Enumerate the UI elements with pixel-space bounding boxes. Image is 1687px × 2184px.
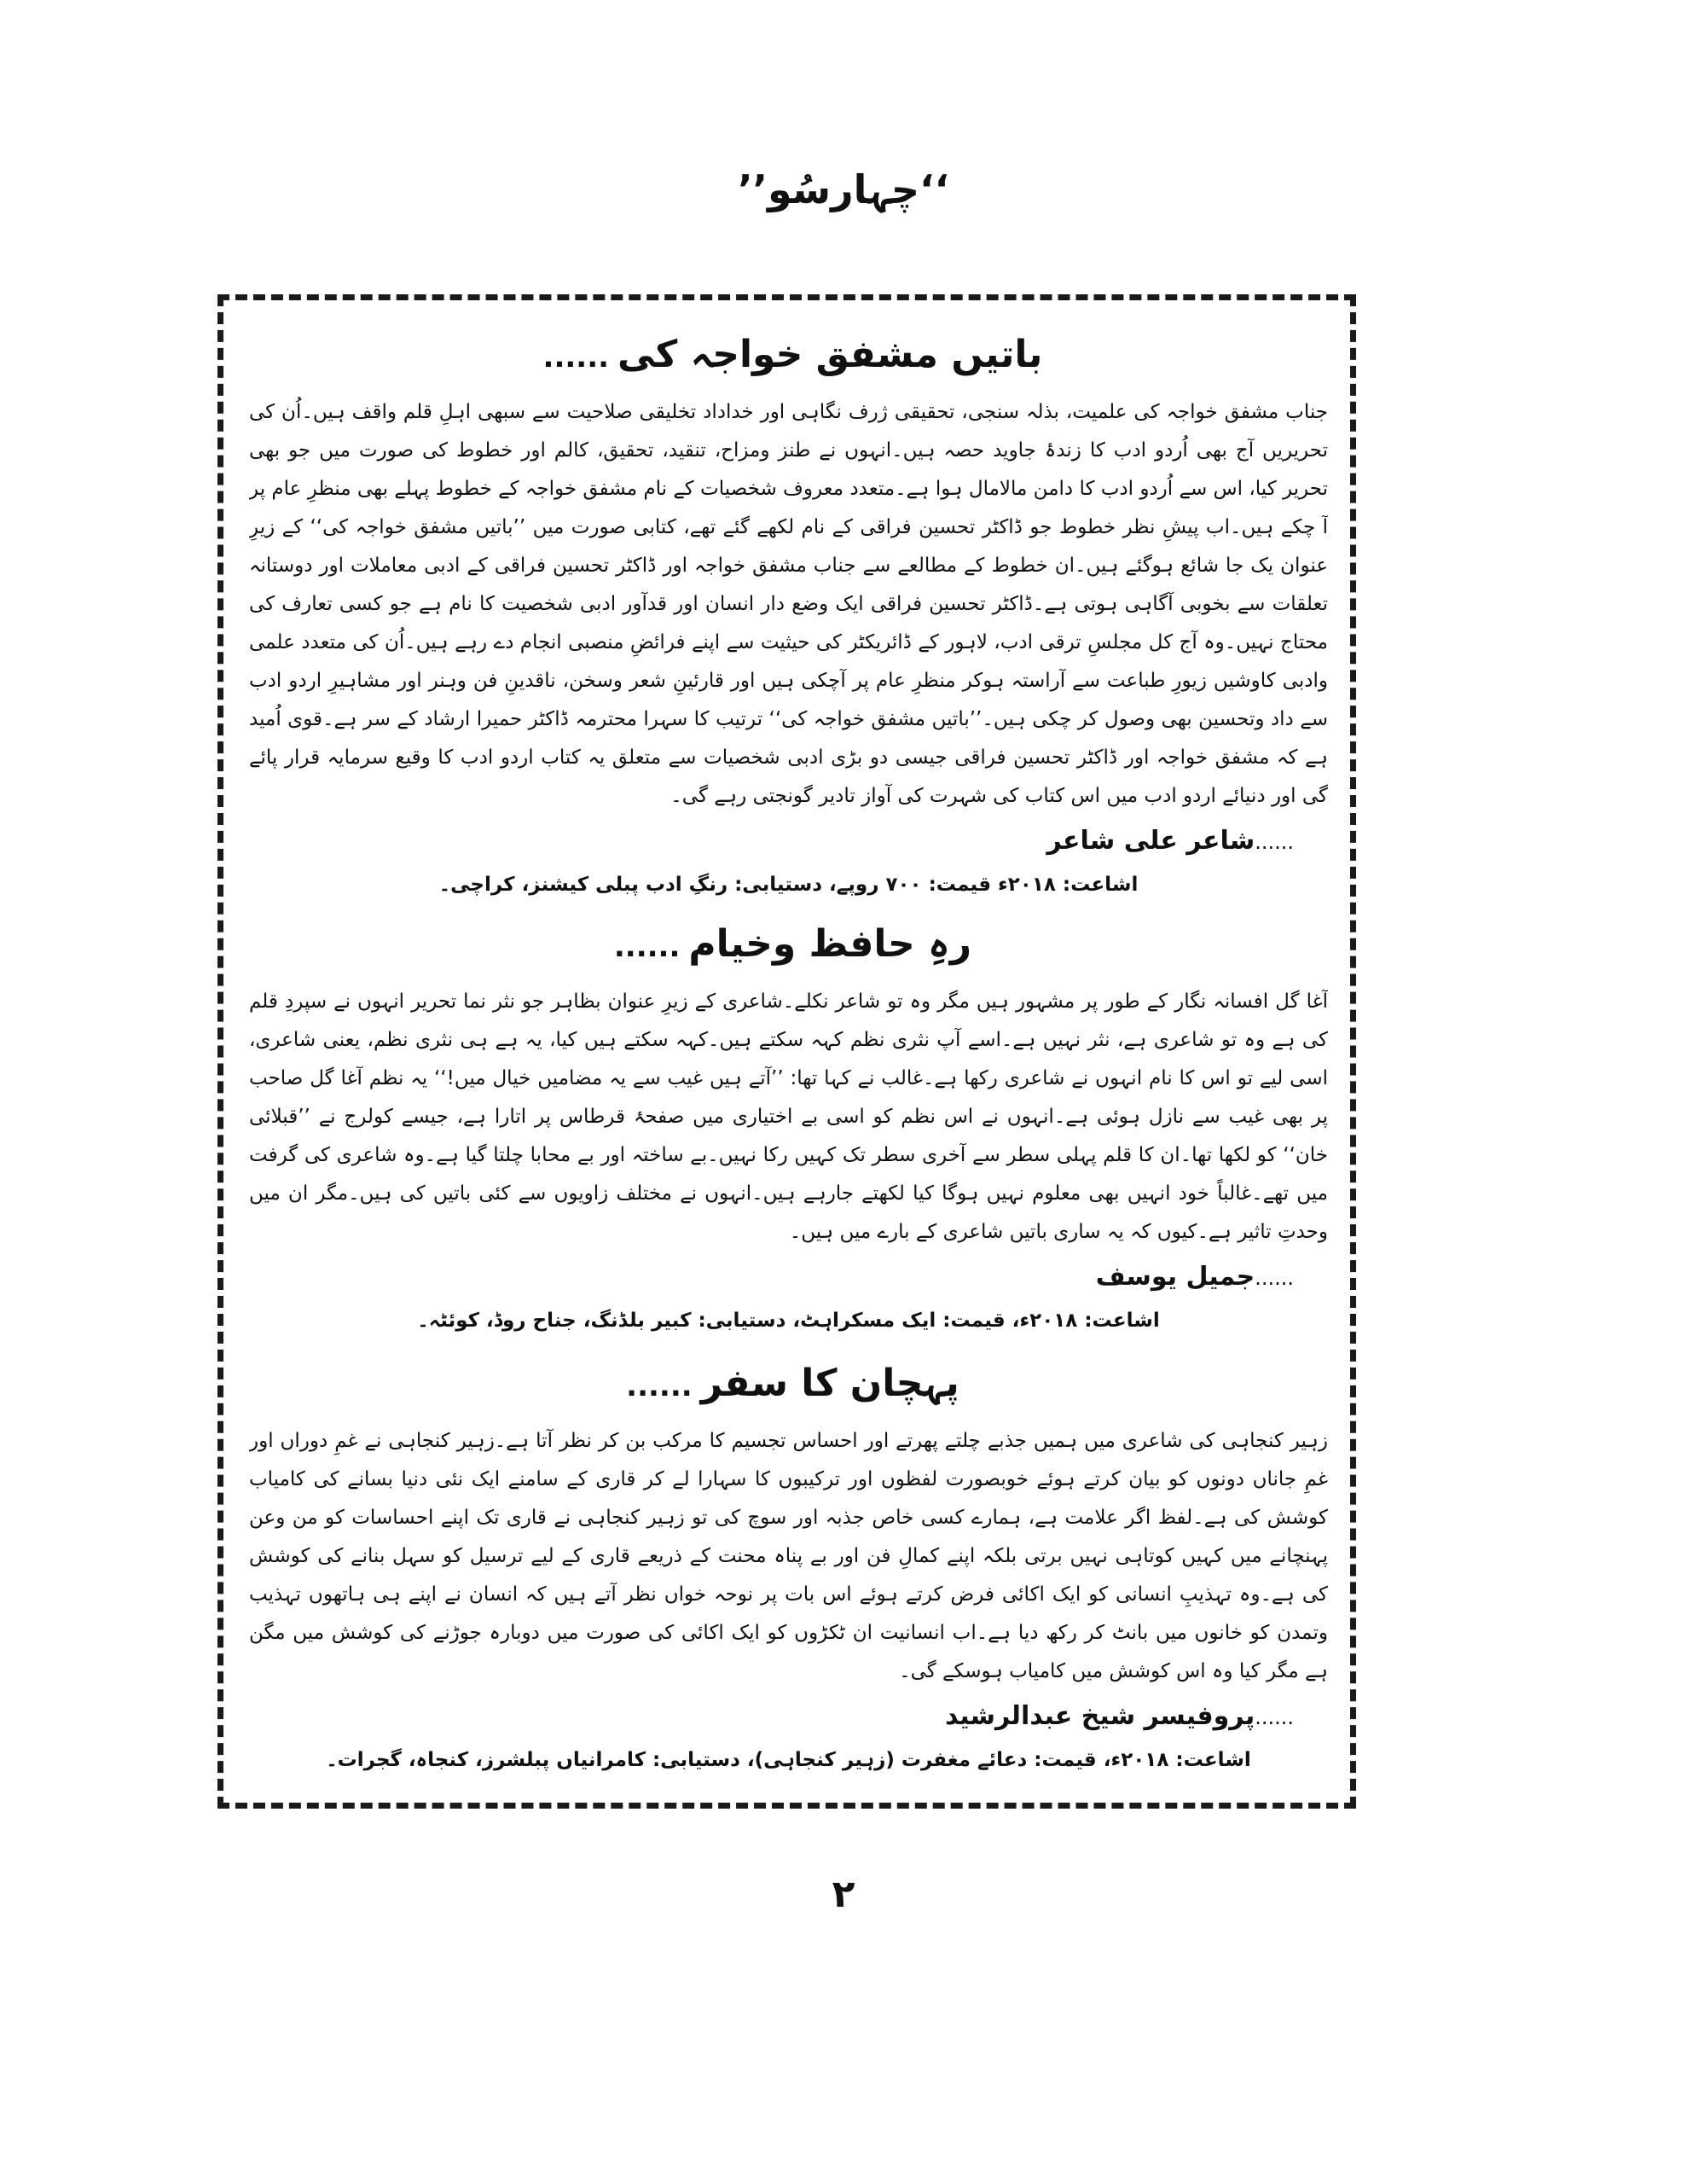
reviewer-signature	[249, 821, 1294, 863]
reviewer-signature	[249, 1257, 1294, 1298]
reviewer-signature	[249, 1696, 1294, 1738]
title-dots: ......	[542, 340, 610, 375]
title-dots: ......	[626, 1369, 693, 1403]
review-section	[249, 329, 1328, 903]
page-number: ۲	[832, 1873, 855, 1916]
review-title-text: باتیں مشفق خواجہ کی	[617, 333, 1043, 376]
reviewer-name: پروفیسر شیخ عبدالرشید	[944, 1701, 1255, 1731]
review-title	[249, 329, 1328, 383]
review-title-text: پہچان کا سفر	[700, 1362, 959, 1405]
review-title	[249, 919, 1328, 973]
magazine-masthead: ’’چہارسُو‘‘	[738, 166, 949, 212]
review-body: زہیر کنجاہی کی شاعری میں ہمیں جذبے چلتے پھرتے اور احساس تجسیم کا مرکب بن کر نظر آتا ہے۔زہیر کنجاہی نے غمِ دوراں اور غمِ جاناں دونوں کو بیان کرتے ہوئے خوبصورت لفظوں اور ترکیبوں کا سہارا لے کر قاری کے سامنے ایک نئی دنیا بسانے کی کامیاب کوشش کی ہے۔لفظ اگر علامت ہے، ہمارے کسی خاص جذبہ اور سوچ کی تو زہیر کنجاہی نے قاری تک اپنے احساسات کو من وعن پہنچانے میں کہیں کوتاہی نہیں برتی بلکہ اپنے کمالِ فن اور بے پناہ محنت کے ذریعے قاری کے لیے ترسیل کو سہل بنانے کی کوشش کی ہے۔وہ تہذیبِ انسانی کو ایک اکائی فرض کرتے ہوئے اس بات پر نوحہ خواں نظر آتے ہیں کہ انسان نے اپنے ہی ہاتھوں تہذیب وتمدن کو خانوں میں بانٹ کر رکھ دیا ہے۔اب انسانیت ان ٹکڑوں کو ایک اکائی کی صورت میں دوبارہ جوڑنے کی کوشش میں مگن ہے مگر کیا وہ اس کوشش میں کامیاب ہوسکے گی۔	[249, 1430, 1328, 1682]
signature-dots: ......	[1255, 830, 1294, 854]
publication-info: اشاعت: ۲۰۱۸ء، قیمت: ایک مسکراہٹ، دستیابی: کبیر بلڈنگ، جناح روڈ، کوئٹہ۔	[417, 1310, 1160, 1332]
signature-dots: ......	[1255, 1705, 1294, 1729]
reviewer-name: شاعر علی شاعر	[1046, 826, 1255, 856]
reviewer-name: جمیل یوسف	[1095, 1262, 1255, 1292]
review-body: آغا گل افسانہ نگار کے طور پر مشہور ہیں مگر وہ تو شاعر نکلے۔شاعری کے زیرِ عنوان بظاہر جو نثر نما تحریر انہوں نے سپردِ قلم کی ہے وہ تو شاعری ہے، نثر نہیں ہے۔اسے آپ نثری نظم کہہ سکتے ہیں۔کہہ سکتے ہیں کیا، یہ ہے ہی نثری نظم، یعنی شاعری، اسی لیے تو اس کا نام انہوں نے شاعری رکھا ہے۔غالب نے کہا تھا: ’’آتے ہیں غیب سے یہ مضامیں خیال میں!‘‘ یہ نظم آغا گل صاحب پر بھی غیب سے نازل ہوئی ہے۔انہوں نے اس نظم کو اسی بے اختیاری میں صفحۂ قرطاس پر اتارا ہے، جیسے کولرج نے ’’قبلائی خان‘‘ کو لکھا تھا۔ان کا قلم پہلی سطر سے آخری سطر تک کہیں رکا نہیں۔بے ساختہ اور بے محابا چلتا گیا ہے۔وہ شاعری کی گرفت میں تھے۔غالباً خود انہیں بھی معلوم نہیں ہوگا کیا لکھتے جارہے ہیں۔انہوں نے مختلف زاویوں سے کئی باتیں کی ہیں۔مگر ان میں وحدتِ تاثیر ہے۔کیوں کہ یہ ساری باتیں شاعری کے بارے میں ہیں۔	[249, 990, 1328, 1243]
review-title-text: رہِ حافظ وخیام	[688, 922, 972, 966]
reviews-content	[249, 309, 1328, 1793]
review-section	[249, 919, 1328, 1339]
title-dots: ......	[613, 930, 681, 964]
publication-info: اشاعت: ۲۰۱۸ء، قیمت: دعائے مغفرت (زہیر کنجاہی)، دستیابی: کامرانیاں پبلشرز، کنجاہ، گجرات۔	[326, 1749, 1251, 1771]
review-section	[249, 1358, 1328, 1779]
publication-info: اشاعت: ۲۰۱۸ء قیمت: ۷۰۰ روپے، دستیابی: رنگِ ادب پبلی کیشنز، کراچی۔	[438, 874, 1139, 896]
review-title	[249, 1358, 1328, 1412]
review-body: جناب مشفق خواجہ کی علمیت، بذلہ سنجی، تحقیقی ژرف نگاہی اور خداداد تخلیقی صلاحیت سے سبھی اہلِ قلم واقف ہیں۔اُن کی تحریریں آج بھی اُردو ادب کا زندۂ جاوید حصہ ہیں۔انہوں نے طنز ومزاح، تنقید، تحقیق، کالم اور خطوط کی صورت میں جو بھی تحریر کیا، اس سے اُردو ادب کا دامن مالامال ہوا ہے۔متعدد معروف شخصیات کے نام مشفق خواجہ کے خطوط پہلے بھی منظرِ عام پر آ چکے ہیں۔اب پیشِ نظر خطوط جو ڈاکٹر تحسین فراقی کے نام لکھے گئے تھے، کتابی صورت میں ’’باتیں مشفق خواجہ کی‘‘ کے زیرِ عنوان یک جا شائع ہوگئے ہیں۔ان خطوط کے مطالعے سے جناب مشفق خواجہ اور ڈاکٹر تحسین فراقی کے ادبی معاملات اور دوستانہ تعلقات سے بخوبی آگاہی ہوتی ہے۔ڈاکٹر تحسین فراقی ایک وضع دار انسان اور قدآور ادبی شخصیت کا نام ہے جو کسی تعارف کی محتاج نہیں۔وہ آج کل مجلسِ ترقی ادب، لاہور کے ڈائریکٹر کی حیثیت سے اپنے فرائضِ منصبی انجام دے رہے ہیں۔اُن کی متعدد علمی وادبی کاوشیں زیورِ طباعت سے آراستہ ہوکر منظرِ عام پر آچکی ہیں اور قارئینِ شعر وسخن، ناقدینِ فن وہنر اور مشاہیرِ اردو ادب سے داد وتحسین بھی وصول کر چکی ہیں۔’’باتیں مشفق خواجہ کی‘‘ ترتیب کا سہرا محترمہ ڈاکٹر حمیرا ارشاد کے سر ہے۔قوی اُمید ہے کہ مشفق خواجہ اور ڈاکٹر تحسین فراقی جیسی دو بڑی ادبی شخصیات سے متعلق یہ کتاب اردو ادب کا وقیع سرمایہ قرار پائے گی اور دنیائے اردو ادب میں اس کتاب کی شہرت کی آواز تادیر گونجتی رہے گی۔	[249, 401, 1328, 807]
signature-dots: ......	[1255, 1266, 1294, 1290]
